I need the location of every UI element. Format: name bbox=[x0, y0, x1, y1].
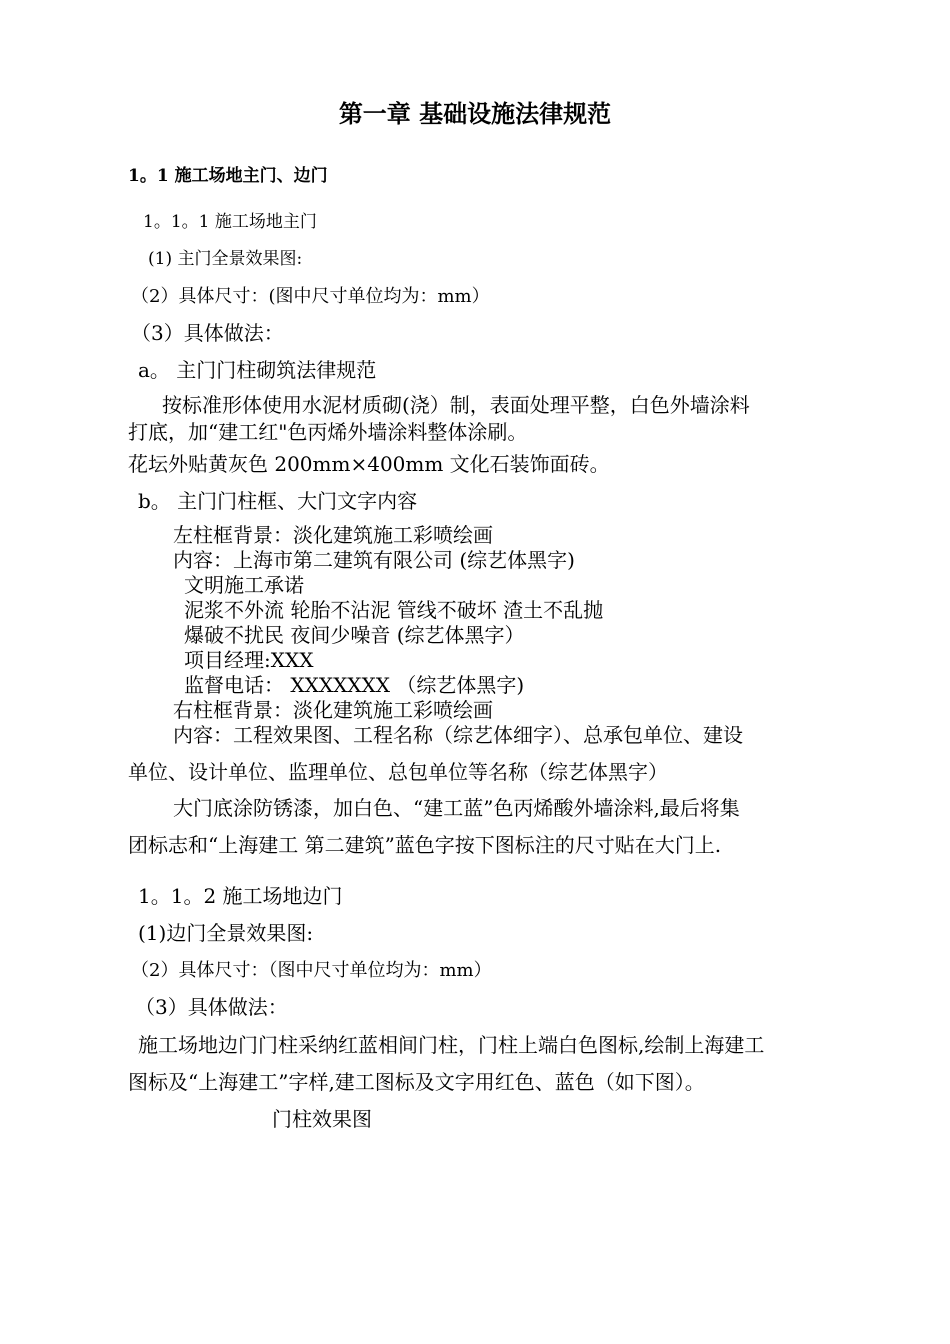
main-gate-item-2: （2）具体尺寸：(图中尺寸单位均为：mm） bbox=[131, 286, 490, 307]
main-gate-item-3: （3）具体做法： bbox=[131, 321, 284, 345]
paragraph-a-line-2: 打底，加“建工红"色丙烯外墙涂料整体涂刷。 bbox=[128, 420, 528, 444]
section-heading-1-1-1: 1。1。1 施工场地主门 bbox=[143, 212, 317, 232]
section-heading-1-1: 1。1 施工场地主门、边门 bbox=[128, 166, 328, 186]
gate-text-line-4: 泥浆不外流 轮胎不沾泥 管线不破坏 渣土不乱抛 bbox=[184, 598, 604, 622]
gate-text-line-9: 内容：工程效果图、工程名称（综艺体细字）、总承包单位、建设 bbox=[173, 723, 743, 747]
side-gate-item-2: （2）具体尺寸：（图中尺寸单位均为：mm） bbox=[131, 960, 492, 981]
figure-caption: 门柱效果图 bbox=[272, 1107, 372, 1131]
gate-text-line-3: 文明施工承诺 bbox=[184, 573, 304, 597]
subsection-a-heading: a。 主门门柱砌筑法律规范 bbox=[138, 358, 377, 382]
gate-text-line-2: 内容：上海市第二建筑有限公司 (综艺体黑字) bbox=[173, 548, 575, 572]
section-heading-1-1-2: 1。1。2 施工场地边门 bbox=[138, 884, 343, 908]
subsection-b-heading: b。 主门门柱框、大门文字内容 bbox=[138, 489, 418, 513]
gate-text-line-5: 爆破不扰民 夜间少噪音 (综艺体黑字） bbox=[184, 623, 525, 647]
gate-text-line-7: 监督电话： XXXXXXX （综艺体黑字) bbox=[184, 673, 525, 697]
chapter-title: 第一章 基础设施法律规范 bbox=[338, 99, 612, 128]
paragraph-a-line-3: 花坛外贴黄灰色 200mm×400mm 文化石装饰面砖。 bbox=[128, 452, 610, 476]
paragraph-b-line-1: 大门底涂防锈漆，加白色、“建工蓝”色丙烯酸外墙涂料,最后将集 bbox=[173, 796, 740, 820]
side-gate-paragraph-line-2: 图标及“上海建工”字样,建工图标及文字用红色、蓝色（如下图）。 bbox=[128, 1070, 705, 1094]
gate-text-line-8: 右柱框背景：淡化建筑施工彩喷绘画 bbox=[173, 698, 493, 722]
side-gate-item-3: （3）具体做法： bbox=[135, 995, 288, 1019]
gate-text-line-1: 左柱框背景：淡化建筑施工彩喷绘画 bbox=[173, 523, 493, 547]
gate-text-line-10: 单位、设计单位、监理单位、总包单位等名称（综艺体黑字） bbox=[128, 760, 668, 784]
side-gate-item-1: (1)边门全景效果图: bbox=[138, 921, 314, 945]
paragraph-b-line-2: 团标志和“上海建工 第二建筑”蓝色字按下图标注的尺寸贴在大门上. bbox=[128, 833, 722, 857]
gate-text-line-6: 项目经理:XXX bbox=[184, 648, 314, 672]
main-gate-item-1: (1) 主门全景效果图: bbox=[148, 249, 303, 269]
side-gate-paragraph-line-1: 施工场地边门门柱采纳红蓝相间门柱，门柱上端白色图标,绘制上海建工 bbox=[138, 1033, 765, 1057]
paragraph-a-line-1: 按标准形体使用水泥材质砌(浇）制，表面处理平整，白色外墙涂料 bbox=[162, 393, 750, 417]
